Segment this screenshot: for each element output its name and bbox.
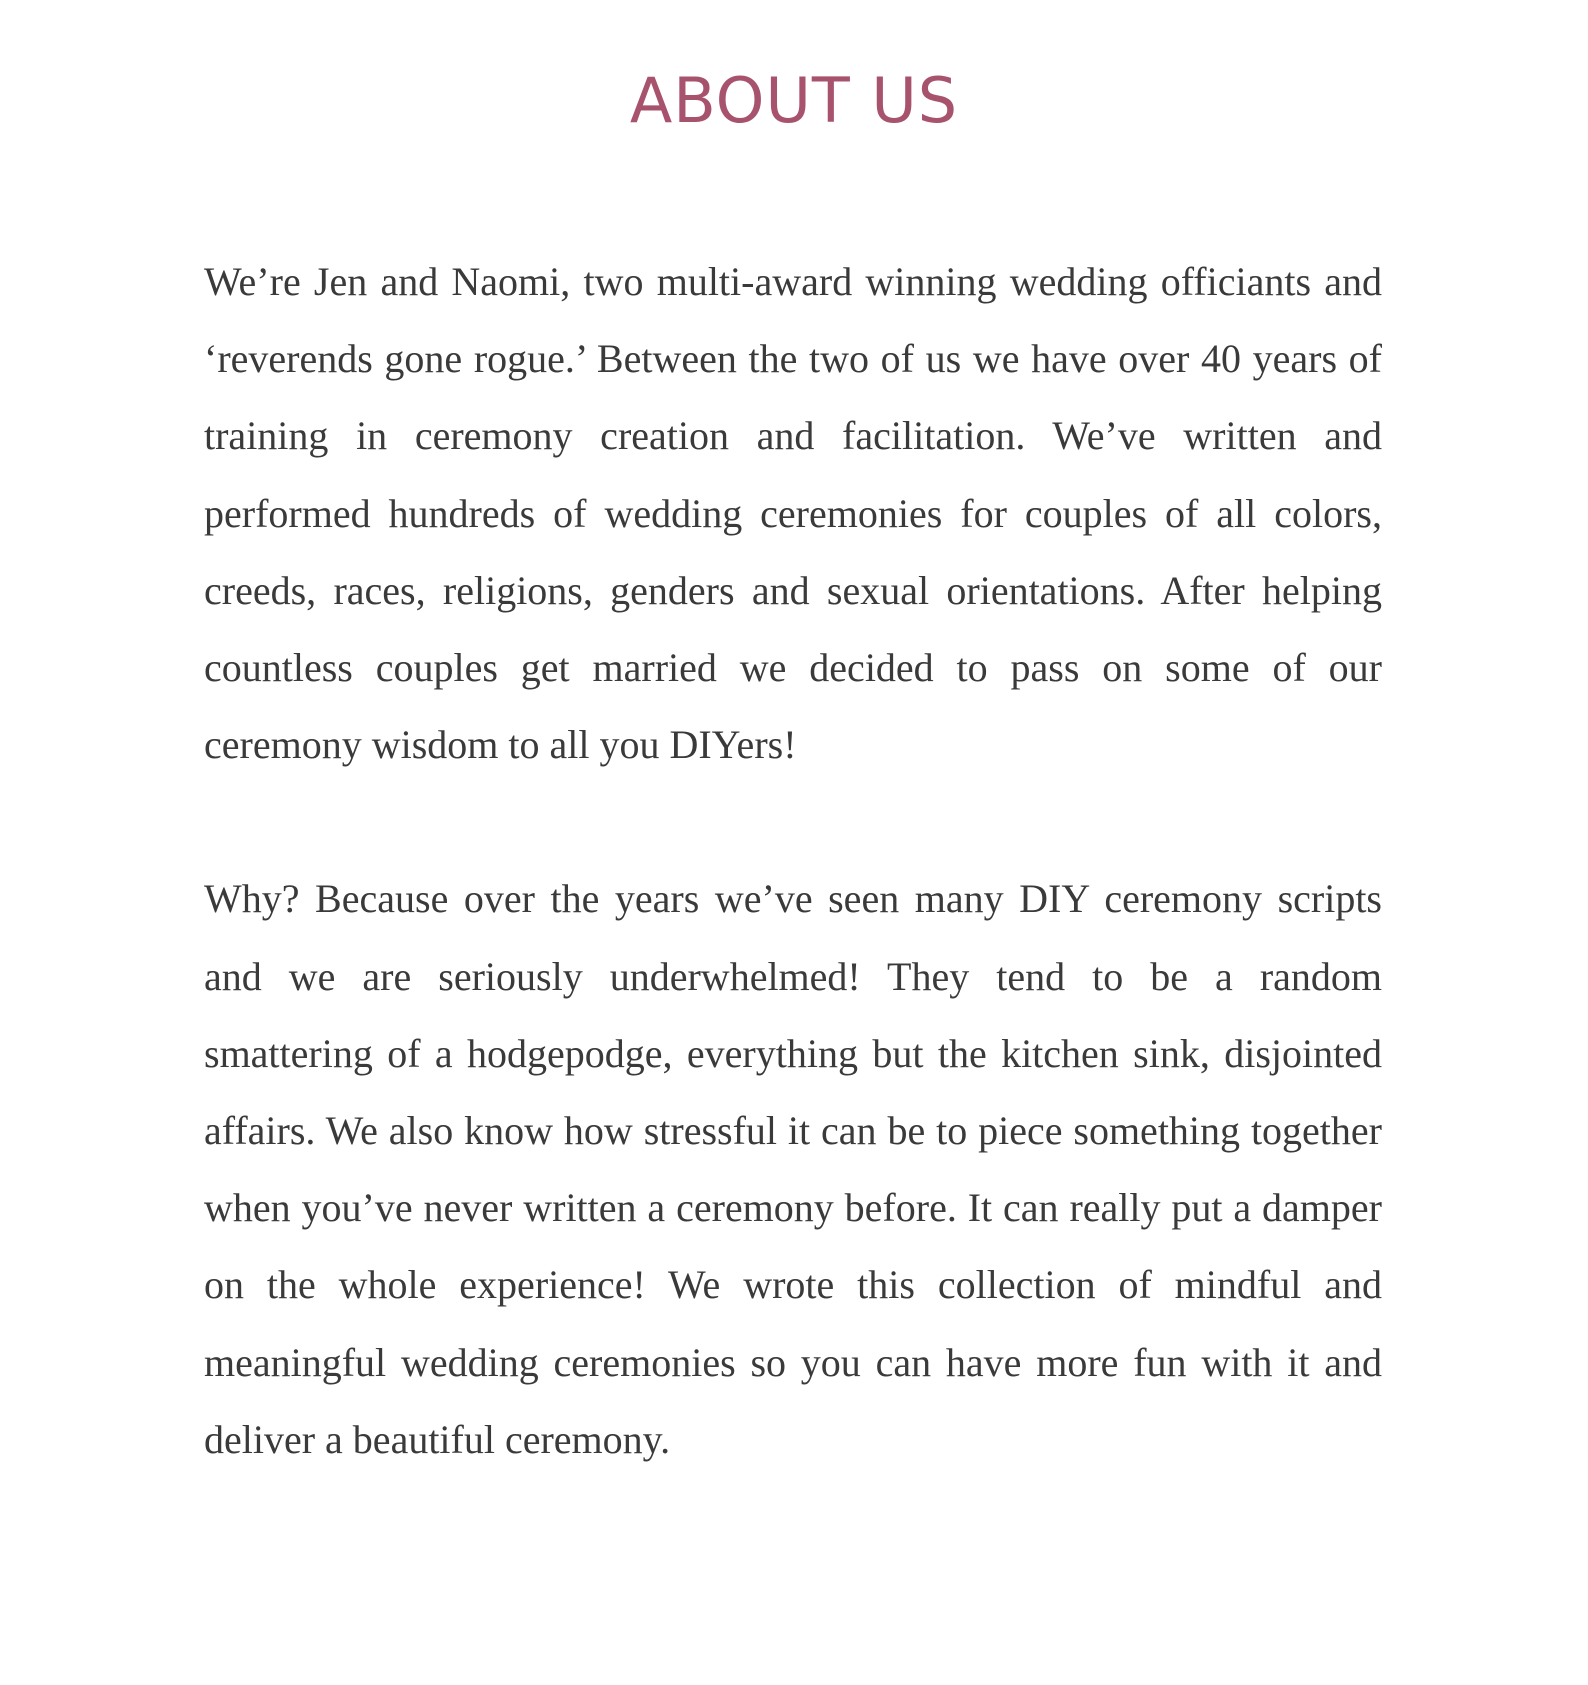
page-title: ABOUT US	[629, 64, 959, 137]
intro-paragraph: We’re Jen and Naomi, two multi-award winning wedding officiants and ‘reverends gone rogue.’ Between the two of us we have over 40 years of training in ceremony creation and facilitation. We’ve written and performed hundreds of wedding ceremonies for couples of all colors, creeds, races, religions, genders and sexual orientations. After helping countless couples get married we decided to pass on some of our ceremony wisdom to all you DIYers!	[204, 259, 1382, 768]
about-us-body	[204, 243, 1382, 1478]
why-paragraph: Why? Because over the years we’ve seen many DIY ceremony scripts and we are seriously underwhelmed! They tend to be a random smattering of a hodgepodge, everything but the kitchen sink, disjointed affairs. We also know how stressful it can be to piece something together when you’ve never written a ceremony before. It can really put a damper on the whole experience! We wrote this collection of mindful and meaningful wedding ceremonies so you can have more fun with it and deliver a beautiful ceremony.	[204, 876, 1382, 1462]
